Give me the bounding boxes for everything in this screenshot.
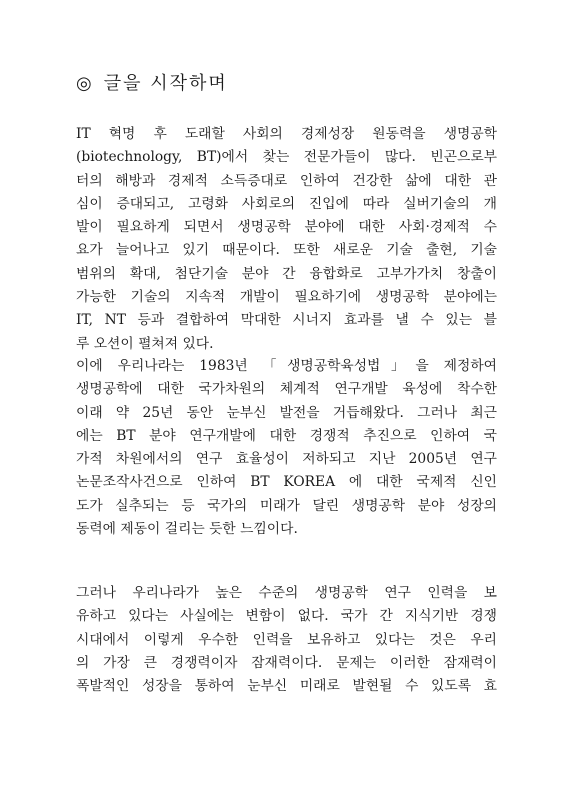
paragraph-line: 가능한 기술의 지속적 개발이 필요하기에 생명공학 분야에는 [76, 289, 497, 306]
paragraph-line: IT, NT 등과 결합하여 막대한 시너지 효과를 낼 수 있는 블 [76, 312, 497, 329]
paragraph-line: 폭발적인 성장을 통하여 눈부신 미래로 발현될 수 있도록 효 [76, 678, 497, 695]
paragraph-line: 동력에 제동이 걸리는 듯한 느낌이다. [76, 521, 298, 538]
paragraph-1 [76, 123, 497, 356]
paragraph-line: 시대에서 이렇게 우수한 인력을 보유하고 있다는 것은 우리 [76, 631, 497, 648]
section-heading-text: 글을 시작하며 [103, 73, 228, 94]
paragraph-line: 이래 약 25년 동안 눈부신 발전을 거듭해왔다. 그러나 최근 [76, 404, 497, 421]
paragraph-line: 범위의 확대, 첨단기술 분야 간 융합화로 고부가가치 창출이 [76, 265, 497, 282]
paragraph-line: 발이 필요하게 되면서 생명공학 분야에 대한 사회·경제적 수 [76, 219, 497, 236]
paragraph-line: 터의 해방과 경제적 소득증대로 인하여 건강한 삶에 대한 관 [76, 172, 497, 189]
paragraph-line: (biotechnology, BT)에서 찾는 전문가들이 많다. 빈곤으로부 [76, 149, 497, 166]
paragraph-line: 루 오션이 펼쳐져 있다. [76, 335, 214, 352]
paragraph-line: 의 가장 큰 경쟁력이자 잠재력이다. 문제는 이러한 잠재력이 [76, 654, 497, 671]
paragraph-line: 심이 증대되고, 고령화 사회로의 진입에 따라 실버기술의 개 [76, 195, 497, 212]
paragraph-line: 요가 늘어나고 있기 때문이다. 또한 새로운 기술 출현, 기술 [76, 242, 497, 259]
paragraph-line: 가적 차원에서의 연구 효율성이 저하되고 지난 2005년 연구 [76, 451, 497, 468]
paragraph-line: 생명공학에 대한 국가차원의 체계적 연구개발 육성에 착수한 [76, 381, 497, 398]
double-circle-bullet-icon: ◎ [76, 73, 94, 94]
paragraph-line: 그러나 우리나라가 높은 수준의 생명공학 연구 인력을 보 [76, 585, 497, 601]
paragraph-3 [76, 582, 497, 698]
paragraph-line: IT 혁명 후 도래할 사회의 경제성장 원동력을 생명공학 [76, 126, 497, 142]
paragraph-2 [76, 355, 497, 541]
paragraph-line: 이에 우리나라는 1983년 「생명공학육성법」을 제정하여 [76, 358, 497, 374]
paragraph-line: 유하고 있다는 사실에는 변함이 없다. 국가 간 지식기반 경쟁 [76, 608, 497, 625]
paragraph-line: 도가 실추되는 등 국가의 미래가 달린 생명공학 분야 성장의 [76, 497, 497, 514]
paragraph-line: 에는 BT 분야 연구개발에 대한 경쟁적 추진으로 인하여 국 [76, 427, 497, 444]
section-heading [76, 69, 228, 95]
paragraph-line: 논문조작사건으로 인하여 BT KOREA 에 대한 국제적 신인 [76, 474, 497, 491]
